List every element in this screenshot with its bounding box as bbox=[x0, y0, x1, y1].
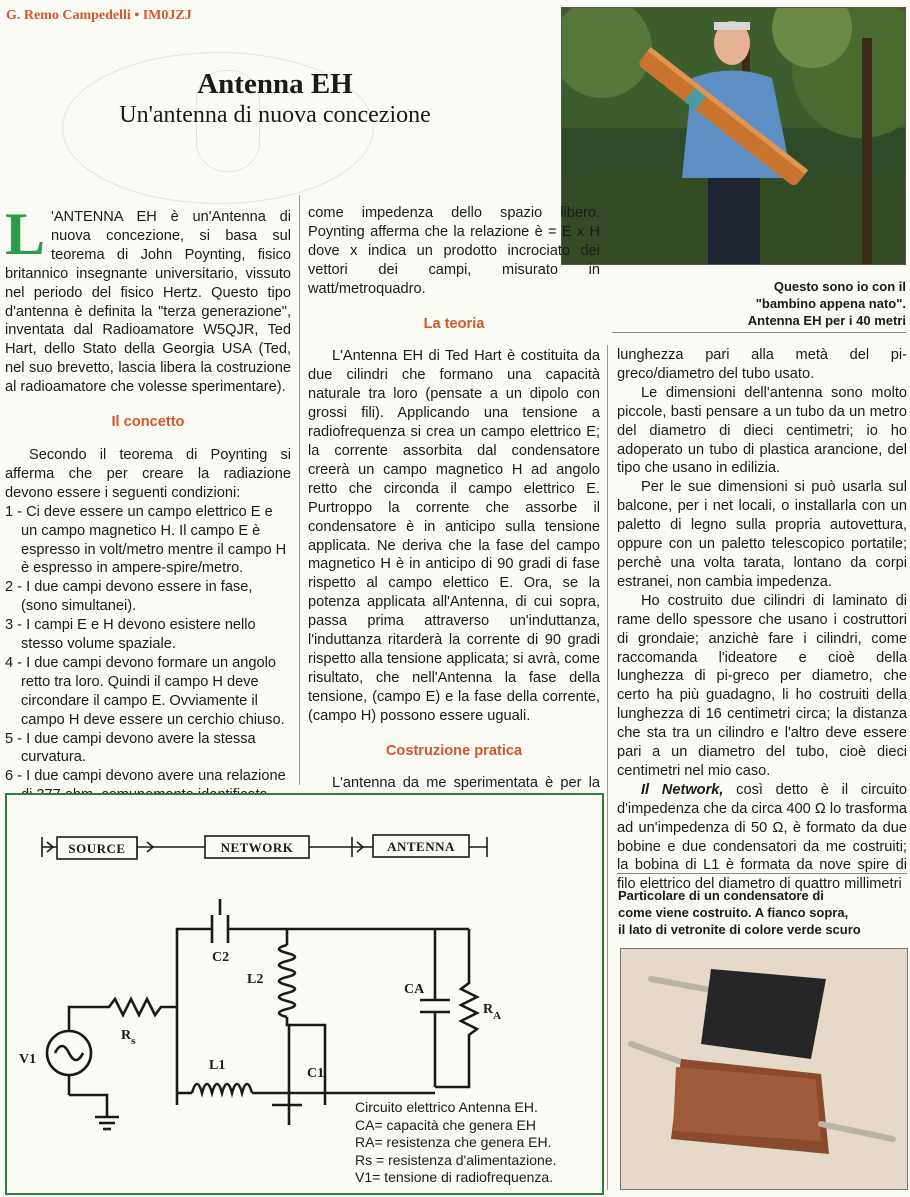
column-3-continuation: lunghezza pari alla metà del pi-greco/diametro del tubo usato. bbox=[617, 347, 907, 382]
ra-label bbox=[483, 1002, 501, 1022]
caption-rule bbox=[612, 332, 906, 333]
column-2-continuation: come impedenza dello spazio libero. Poynting afferma che la relazione è = E x H dove x indica un prodotto incrociato dei vettori dei campi, misurato in watt/metroquadro. bbox=[308, 205, 600, 297]
heading-il-concetto: Il concetto bbox=[111, 414, 185, 431]
usage-paragraph: Per le sue dimensioni si può usarla sul balcone, per i net locali, o installarla con un paletto di legno sulla propria autovettura, oppure con un paletto telescopico portatile; perchè una volta tarata, lontano da corpi estranei, non cambia impedenza. bbox=[617, 479, 907, 590]
capacitor-photo bbox=[620, 948, 908, 1190]
circuit-caption-line: CA= capacità che genera EH bbox=[355, 1116, 536, 1133]
caption-rule bbox=[617, 873, 907, 874]
c2-label: C2 bbox=[212, 950, 230, 965]
cylinders-paragraph: Ho costruito due cilindri di laminato di rame dello spessore che usano i costruttori di grondaie; anzichè fare i cilindri, come raccomanda l'ideatore e cioè della lunghezza di pi-greco per diametro, che certo ha più guadagno, li ho costruiti della lunghezza di 16 centimetri circa; la distanza che sta tra un cilindro e l'altro deve essere pari a un diametro del tubo, cioè dieci centimetri nel mio caso. bbox=[617, 592, 907, 779]
list-item: 4 - I due campi devono formare un angolo retto tra loro. Quindi il campo H deve circondare il campo E. Ovviamente il campo H deve essere un cerchio chiuso. bbox=[5, 654, 285, 728]
capacitor-caption bbox=[618, 887, 908, 938]
photo-caption-line: Antenna EH per i 40 metri bbox=[747, 313, 906, 328]
v1-label: V1 bbox=[19, 1052, 37, 1067]
rs-subscript: s bbox=[131, 1035, 136, 1047]
circuit-caption-line: RA= resistenza che genera EH. bbox=[355, 1134, 552, 1150]
circuit-caption bbox=[355, 1099, 595, 1187]
page-subtitle: Un'antenna di nuova concezione bbox=[119, 102, 431, 128]
column-rule bbox=[299, 195, 300, 785]
capacitor-caption-line: Particolare di un condensatore di bbox=[618, 888, 824, 903]
intro-paragraph bbox=[5, 201, 291, 397]
concept-paragraph: Secondo il teorema di Poynting si afferma che per creare la radiazione devono essere i seguenti condizioni: bbox=[5, 446, 291, 501]
drop-cap: L bbox=[5, 201, 46, 267]
capacitor-caption-line: come viene costruito. A fianco sopra, bbox=[618, 905, 849, 920]
circuit-diagram bbox=[5, 793, 604, 1195]
photo-caption bbox=[640, 278, 906, 329]
list-item: 1 - Ci deve essere un campo elettrico E e un campo magnetico H. Il campo E è espresso in volt/metro mentre il campo H è espresso in ampere-spire/metro. bbox=[5, 503, 287, 577]
rs-letter: R bbox=[121, 1028, 132, 1043]
byline: G. Remo Campedelli • IM0JZJ bbox=[6, 8, 192, 23]
column-3 bbox=[617, 346, 907, 894]
photo-caption-line: "bambino appena nato". bbox=[755, 296, 906, 311]
heading-la-teoria: La teoria bbox=[423, 315, 485, 332]
dimensions-paragraph: Le dimensioni dell'antenna sono molto piccole, basti pensare a un tubo da un metro del diametro di dieci centimetri; io ho adoperato un tubo di plastica arancione, del tipo che usano in edilizia. bbox=[617, 384, 907, 477]
list-item: 6 - I due campi devono avere una relazione bbox=[5, 768, 286, 785]
photo-caption-line: Questo sono io con il bbox=[773, 279, 906, 294]
theory-paragraph: L'Antenna EH di Ted Hart è costituita da due cilindri che formano una capacità naturale tra loro (pensate a un dipolo con grossi fili). Applicando una tensione a radiofrequenza si crea un campo elettrico E; la corrente assorbita dal condensatore creerà un campo magnetico H ad angolo retto che circonda il campo elettrico E. Purtroppo la corrente che assorbe il condensatore è in anticipo sulla tensione applicata. Ne deriva che la fase del campo magnetico H è in anticipo di 90 gradi di fase rispetto al campo elettico E. Ora, se la potenza applicata all'Antenna, di cui sopra, passa prima attraverso un'induttanza, l'induttanza ritarderà la corrente di 90 gradi rispetto alla tensione applicata; si avrà, come risultato, che nell'Antenna la fase della tensione, (campo E) e la fase della corrente, (campo H) possono essere uguali. bbox=[308, 348, 600, 724]
circuit-wiring bbox=[47, 899, 477, 1129]
capacitor-caption-line: il lato di vetronite di colore verde scuro bbox=[618, 922, 861, 937]
column-rule bbox=[607, 345, 608, 1190]
source-label: SOURCE bbox=[68, 841, 126, 856]
network-term: Il Network, bbox=[641, 781, 724, 798]
heading-costruzione-pratica: Costruzione pratica bbox=[385, 742, 523, 759]
ra-letter: R bbox=[483, 1002, 494, 1017]
list-item: 3 - I campi E e H devono esistere nello stesso volume spaziale. bbox=[5, 617, 256, 653]
c1-label: C1 bbox=[307, 1066, 325, 1081]
ca-label: CA bbox=[404, 982, 425, 997]
antenna-label: ANTENNA bbox=[387, 839, 455, 854]
author-photo-image bbox=[562, 8, 905, 264]
circuit-caption-line: Circuito elettrico Antenna EH. bbox=[355, 1099, 538, 1115]
column-1 bbox=[5, 201, 291, 805]
construction-paragraph: L'antenna da me sperimentata è per la bbox=[332, 775, 600, 792]
l2-label: L2 bbox=[247, 972, 264, 987]
rs-label bbox=[121, 1028, 136, 1047]
l1-label: L1 bbox=[209, 1058, 226, 1073]
network-paragraph bbox=[617, 781, 907, 894]
circuit-caption-line: Rs = resistenza d'alimentazione. bbox=[355, 1151, 557, 1168]
page-title: Antenna EH bbox=[197, 68, 353, 100]
ra-subscript: A bbox=[493, 1010, 502, 1022]
network-label: NETWORK bbox=[220, 840, 294, 855]
column-2 bbox=[308, 204, 600, 831]
author-photo bbox=[561, 7, 906, 265]
network-text: così detto è il circuito d'impedenza che da circa 400 Ω lo trasforma ad un'impedenza di 50 Ω, è formato da due bobine e due condensatori da me costruiti; la bobina di L1 è formata da nove spire di filo elettrico del diametro di quattro millimetri bbox=[617, 781, 908, 893]
circuit-caption-line: V1= tensione di radiofrequenza. bbox=[355, 1169, 554, 1185]
intro-text: 'ANTENNA EH è un'Antenna di nuova concezione, si basa sul teorema di John Poynting, fisico britannico insegnante universitario, vissuto nel periodo del fisico Hertz. Questo tipo d'antenna è definita la "terza generazione", inventata dal Radioamatore W5QJR, Ted Hart, dello Stato della Georgia USA (Ted, nel suo brevetto, lascia libera la costruzione al radioamatore che volesse sperimentare). bbox=[5, 209, 291, 396]
list-item: 5 - I due campi devono avere la stessa curvatura. bbox=[5, 730, 256, 766]
list-item: 2 - I due campi devono essere in fase, (sono simultanei). bbox=[5, 579, 253, 615]
capacitor-photo-image bbox=[621, 949, 907, 1189]
